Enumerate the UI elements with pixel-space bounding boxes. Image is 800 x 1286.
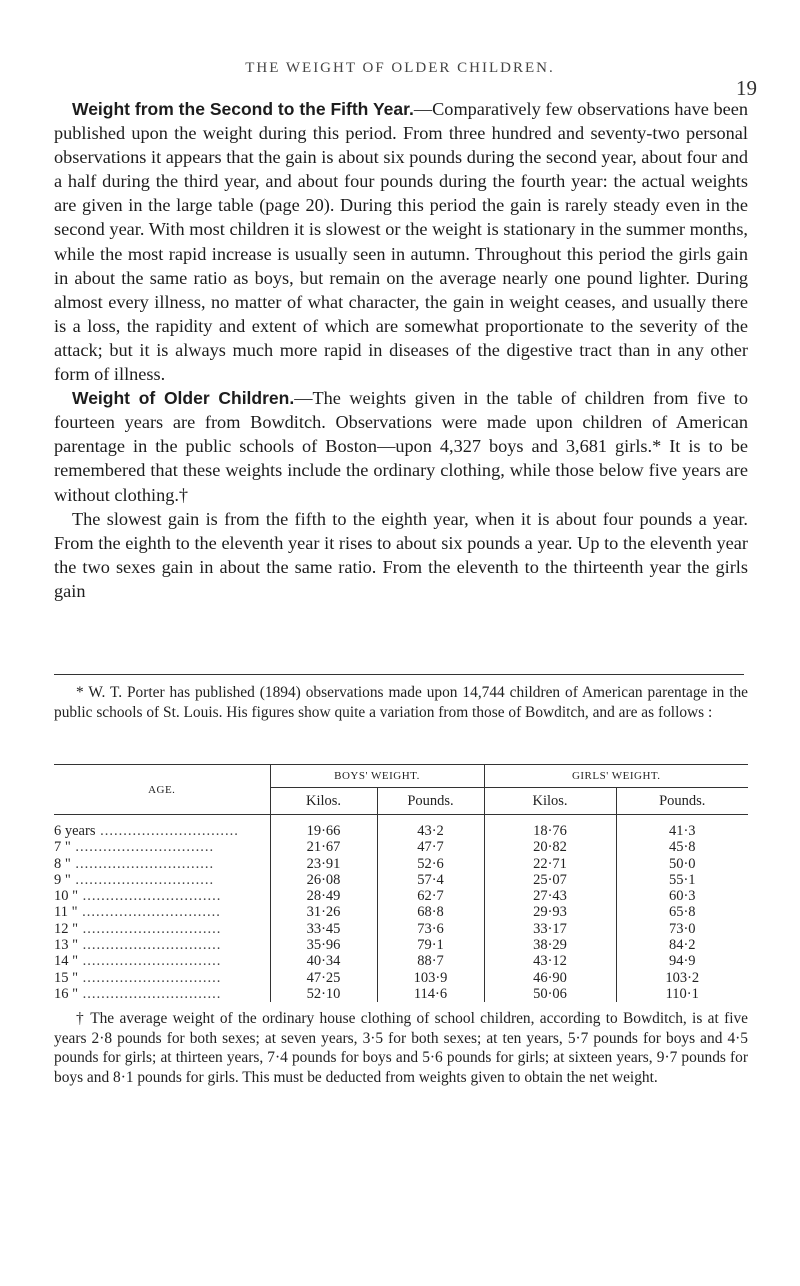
boys-pounds-cell: 47·7 xyxy=(377,839,484,855)
girls-pounds-cell: 73·0 xyxy=(668,920,696,937)
girls-kilos-cell: 38·29 xyxy=(484,937,616,953)
leader-dots: .............................. xyxy=(78,920,222,937)
girls-pounds-header: Pounds. xyxy=(616,788,748,815)
table-row xyxy=(54,937,748,953)
age-cell xyxy=(54,970,270,986)
table-body xyxy=(54,815,748,1003)
table-row xyxy=(54,921,748,937)
page-number: 19 xyxy=(736,76,757,100)
boys-kilos-cell: 28·49 xyxy=(270,888,377,904)
leader-dots: .............................. xyxy=(70,871,215,888)
girls-pounds-cell: 50·0 xyxy=(668,855,696,872)
table-row xyxy=(54,888,748,904)
boys-kilos-cell: 52·10 xyxy=(270,986,377,1002)
girls-pounds-cell: 45·8 xyxy=(668,839,696,856)
girls-kilos-cell: 25·07 xyxy=(484,872,616,888)
age-cell xyxy=(54,815,270,840)
paragraph-text: —Comparatively few observations have been published upon the weight during this period. From three hundred and seventy-two personal observations it appears that the gain is about six pounds during the second year, about four and a half during the third year, and about four pounds during the fourth year: the actual weights are given in the large table (page 20). During this period the gain is rarely steady even in the second year. With most children it is slowest or the weight is stationary in the summer months, while the most rapid increase is usually seen in autumn. Throughout this period the girls gain in about the same ratio as boys, but remain on the average nearly one pound lighter. During almost every illness, no matter of what character, the gain in weight ceases, and usually there is a loss, the rapidity and extent of which are somewhat proportionate to the severity of the attack; but it is always much more rapid in diseases of the digestive tract than in any other form of illness. xyxy=(54,99,748,385)
age-cell xyxy=(54,888,270,904)
footnote-divider xyxy=(54,674,744,675)
leader-dots: .............................. xyxy=(78,985,222,1002)
boys-kilos-cell: 31·26 xyxy=(270,904,377,920)
age-label: 15 " xyxy=(54,969,79,986)
boys-kilos-cell: 35·96 xyxy=(270,937,377,953)
boys-pounds-cell: 43·2 xyxy=(377,815,484,840)
boys-kilos-cell: 23·91 xyxy=(270,856,377,872)
boys-kilos-cell: 33·45 xyxy=(270,921,377,937)
girls-pounds-cell: 41·3 xyxy=(668,823,696,839)
boys-pounds-cell: 57·4 xyxy=(377,872,484,888)
girls-pounds-cell: 110·1 xyxy=(665,985,699,1002)
paragraph-weight-second-to-fifth-year xyxy=(54,97,748,386)
girls-pounds-cell: 84·2 xyxy=(668,937,696,954)
girls-pounds-cell: 94·9 xyxy=(668,953,696,970)
paragraph-slowest-gain: The slowest gain is from the fifth to the eighth year, when it is about four pounds a year. From the eighth to the eleventh year it rises to about six pounds a year. Up to the eleventh year the two sexes gain in about the same ratio. From the eleventh to the thirteenth year the girls gain xyxy=(54,508,748,601)
age-label: 9 " xyxy=(54,871,71,888)
boys-pounds-cell: 114·6 xyxy=(377,986,484,1002)
weight-table xyxy=(54,764,748,1002)
boys-pounds-header: Pounds. xyxy=(377,788,484,815)
age-cell xyxy=(54,986,270,1002)
girls-kilos-cell: 46·90 xyxy=(484,970,616,986)
table-row xyxy=(54,839,748,855)
boys-kilos-cell: 19·66 xyxy=(270,815,377,840)
girls-kilos-cell: 33·17 xyxy=(484,921,616,937)
footnote-star xyxy=(54,683,748,722)
girls-kilos-cell: 22·71 xyxy=(484,856,616,872)
girls-pounds-cell: 60·3 xyxy=(668,888,696,905)
girls-pounds-cell: 55·1 xyxy=(668,871,696,888)
footnote-text: † The average weight of the ordinary house clothing of school children, according to Bowditch, is at five years 2·8 pounds for both sexes; at seven years, 3·5 for both sexes; at ten years, 5·7 pounds for boys and 4·5 pounds for girls; at thirteen years, 7·4 pounds for boys and 5·6 pounds for girls; at sixteen years, 9·7 pounds for boys and 8·1 pounds for girls. This must be deducted from weights given to obtain the net weight. xyxy=(54,1010,748,1086)
girls-kilos-cell: 29·93 xyxy=(484,904,616,920)
running-head: THE WEIGHT OF OLDER CHILDREN. xyxy=(245,60,555,76)
age-cell xyxy=(54,839,270,855)
age-label: 11 " xyxy=(54,904,78,921)
girls-pounds-cell: 65·8 xyxy=(668,904,696,921)
table-row xyxy=(54,970,748,986)
age-label: 8 " xyxy=(54,855,71,872)
girls-kilos-cell: 27·43 xyxy=(484,888,616,904)
age-label: 10 " xyxy=(54,888,79,905)
boys-kilos-header: Kilos. xyxy=(270,788,377,815)
boys-pounds-cell: 103·9 xyxy=(377,970,484,986)
table-row xyxy=(54,815,748,840)
boys-weight-header: BOYS' WEIGHT. xyxy=(270,765,484,788)
girls-kilos-cell: 20·82 xyxy=(484,839,616,855)
girls-kilos-cell: 43·12 xyxy=(484,953,616,969)
age-label: 7 " xyxy=(54,839,71,856)
leader-dots: .............................. xyxy=(70,855,215,872)
footnote-text: * W. T. Porter has published (1894) observations made upon 14,744 children of American parentage in the public schools of St. Louis. His figures show quite a variation from those of Bowditch, and are as follows : xyxy=(54,684,748,721)
leader-dots: .............................. xyxy=(78,937,222,954)
age-cell xyxy=(54,904,270,920)
table-row xyxy=(54,872,748,888)
age-label: 13 " xyxy=(54,937,79,954)
boys-pounds-cell: 52·6 xyxy=(377,856,484,872)
boys-pounds-cell: 79·1 xyxy=(377,937,484,953)
leader-dots: .............................. xyxy=(78,969,222,986)
paragraph-text: —The weights given in the table of children from five to fourteen years are from Bowditch. Observations were made upon children of American parentage in the public schools of Boston—upon 4,327 boys and 3,681 girls.* It is to be remembered that these weights include the ordinary clothing, while those below five years are without clothing.† xyxy=(54,388,748,505)
age-label: 6 years xyxy=(54,823,96,839)
section-heading: Weight of Older Children. xyxy=(72,388,295,409)
age-label: 12 " xyxy=(54,920,79,937)
boys-pounds-cell: 73·6 xyxy=(377,921,484,937)
age-cell xyxy=(54,856,270,872)
body-text xyxy=(54,97,748,603)
boys-kilos-cell: 21·67 xyxy=(270,839,377,855)
section-heading: Weight from the Second to the Fifth Year. xyxy=(72,99,414,119)
age-cell xyxy=(54,921,270,937)
girls-kilos-cell: 18·76 xyxy=(484,815,616,840)
leader-dots: .............................. xyxy=(95,823,239,839)
girls-pounds-cell: 103·2 xyxy=(665,969,700,986)
boys-pounds-cell: 88·7 xyxy=(377,953,484,969)
boys-kilos-cell: 40·34 xyxy=(270,953,377,969)
table-row xyxy=(54,986,748,1002)
age-cell xyxy=(54,953,270,969)
table-row xyxy=(54,856,748,872)
age-label: 14 " xyxy=(54,953,79,970)
boys-kilos-cell: 47·25 xyxy=(270,970,377,986)
leader-dots: .............................. xyxy=(78,953,222,970)
table-row xyxy=(54,953,748,969)
footnote-dagger xyxy=(54,1009,748,1087)
girls-kilos-header: Kilos. xyxy=(484,788,616,815)
age-cell xyxy=(54,872,270,888)
age-cell xyxy=(54,937,270,953)
leader-dots: .............................. xyxy=(70,839,215,856)
boys-pounds-cell: 62·7 xyxy=(377,888,484,904)
girls-weight-header: GIRLS' WEIGHT. xyxy=(484,765,748,788)
boys-kilos-cell: 26·08 xyxy=(270,872,377,888)
girls-kilos-cell: 50·06 xyxy=(484,986,616,1002)
age-header: AGE. xyxy=(54,765,270,815)
age-label: 16 " xyxy=(54,985,79,1002)
leader-dots: .............................. xyxy=(78,888,222,905)
table-row xyxy=(54,904,748,920)
leader-dots: .............................. xyxy=(77,904,221,921)
boys-pounds-cell: 68·8 xyxy=(377,904,484,920)
paragraph-weight-older-children xyxy=(54,386,748,506)
